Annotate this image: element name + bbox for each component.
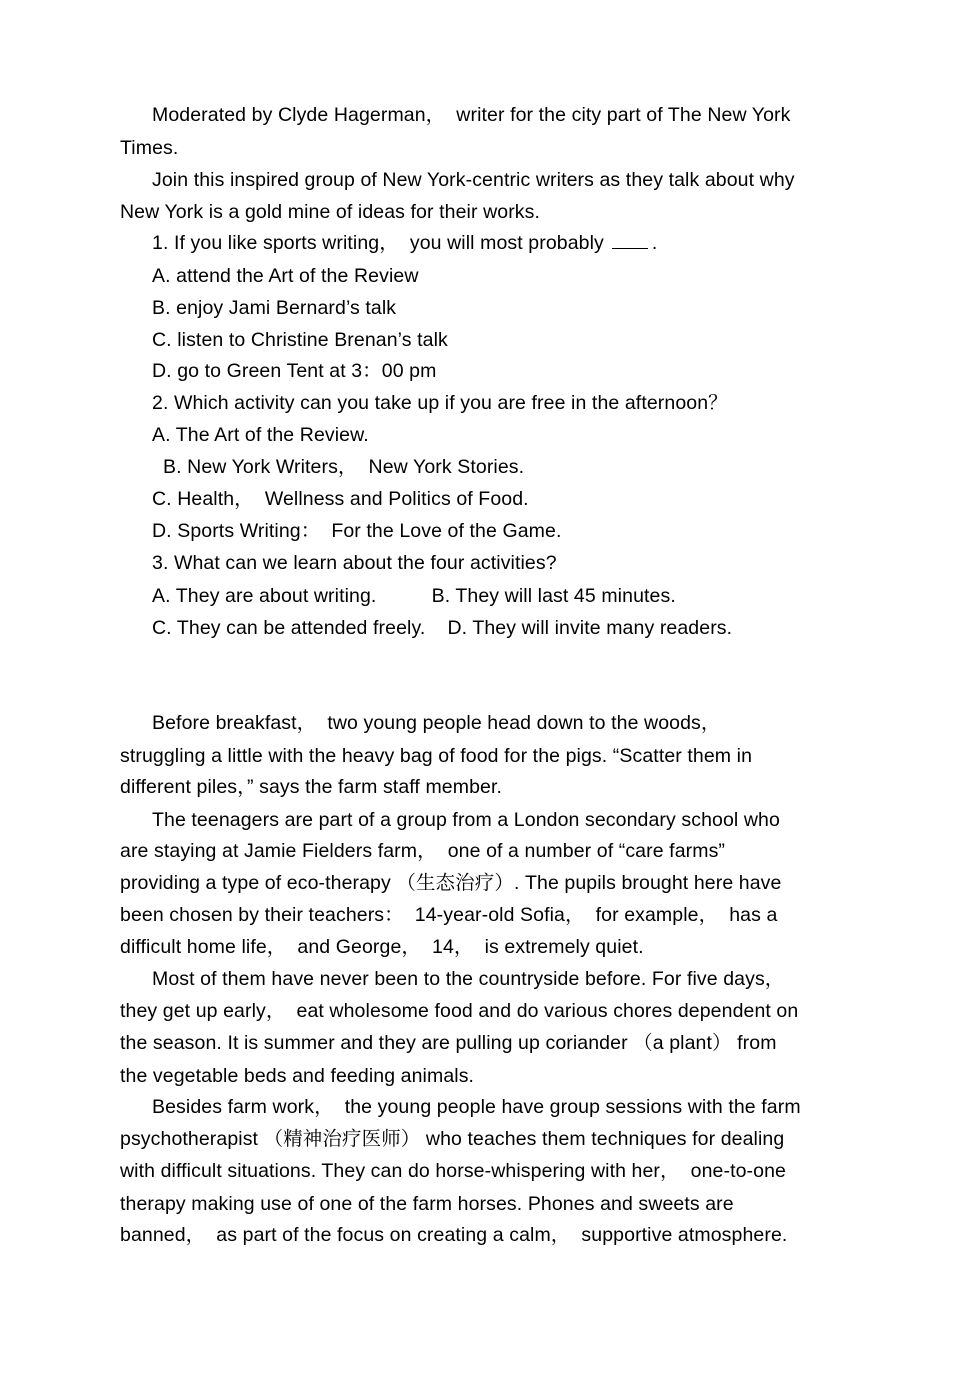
question-1-stem: 1. If you like sports writing， you will most probably <box>152 232 604 254</box>
question-1 <box>152 231 657 255</box>
question-2-option-c: C. Health， Wellness and Politics of Food. <box>152 488 529 510</box>
passage2-line: struggling a little with the heavy bag of food for the pigs. “Scatter them in <box>120 745 753 767</box>
passage1-line: Join this inspired group of New York-centric writers as they talk about why <box>152 169 795 191</box>
question-1-option-c: C. listen to Christine Brenan’s talk <box>152 329 448 351</box>
passage2-line: Before breakfast， two young people head down to the woods， <box>152 712 721 734</box>
passage2-line: they get up early， eat wholesome food and do various chores dependent on <box>120 1000 799 1022</box>
passage2-line: Besides farm work， the young people have group sessions with the farm <box>152 1096 801 1118</box>
passage2-line: the season. It is summer and they are pulling up coriander （a plant） from <box>120 1032 777 1054</box>
passage1-line: Times. <box>120 137 179 159</box>
question-1-option-b: B. enjoy Jami Bernard’s talk <box>152 297 397 319</box>
question-3-options-cd: C. They can be attended freely. D. They will invite many readers. <box>152 617 733 639</box>
passage2-line: the vegetable beds and feeding animals. <box>120 1065 475 1087</box>
question-3-options-ab: A. They are about writing. B. They will last 45 minutes. <box>152 585 676 607</box>
question-1-end: . <box>651 232 658 254</box>
question-2-stem: 2. Which activity can you take up if you are free in the afternoon？ <box>152 392 728 414</box>
passage2-line: providing a type of eco-therapy （生态治疗）. The pupils brought here have <box>120 872 782 894</box>
question-1-option-d: D. go to Green Tent at 3：00 pm <box>152 360 437 382</box>
passage2-line: been chosen by their teachers： 14-year-old Sofia， for example， has a <box>120 904 778 926</box>
question-1-option-a: A. attend the Art of the Review <box>152 265 419 287</box>
question-3-stem: 3. What can we learn about the four activities? <box>152 552 557 574</box>
passage2-line: Most of them have never been to the countryside before. For five days， <box>152 968 785 990</box>
passage2-line: are staying at Jamie Fielders farm， one of a number of “care farms” <box>120 840 726 862</box>
question-2-option-a: A. The Art of the Review. <box>152 424 369 446</box>
question-2-option-d: D. Sports Writing： For the Love of the Game. <box>152 520 562 542</box>
passage1-line: New York is a gold mine of ideas for their works. <box>120 201 541 223</box>
passage2-line: with difficult situations. They can do horse-whispering with her， one-to-one <box>120 1160 786 1182</box>
passage2-line: therapy making use of one of the farm horses. Phones and sweets are <box>120 1193 734 1215</box>
passage2-line: banned， as part of the focus on creating a calm， supportive atmosphere. <box>120 1224 788 1246</box>
passage2-line: different piles，” says the farm staff member. <box>120 776 503 798</box>
answer-blank <box>612 231 648 249</box>
passage2-line: The teenagers are part of a group from a London secondary school who <box>152 809 780 831</box>
passage2-line: psychotherapist （精神治疗医师） who teaches them techniques for dealing <box>120 1128 785 1150</box>
question-2-option-b: B. New York Writers， New York Stories. <box>163 456 525 478</box>
passage1-line: Moderated by Clyde Hagerman， writer for the city part of The New York <box>152 104 791 126</box>
passage2-line: difficult home life， and George， 14， is extremely quiet. <box>120 936 644 958</box>
